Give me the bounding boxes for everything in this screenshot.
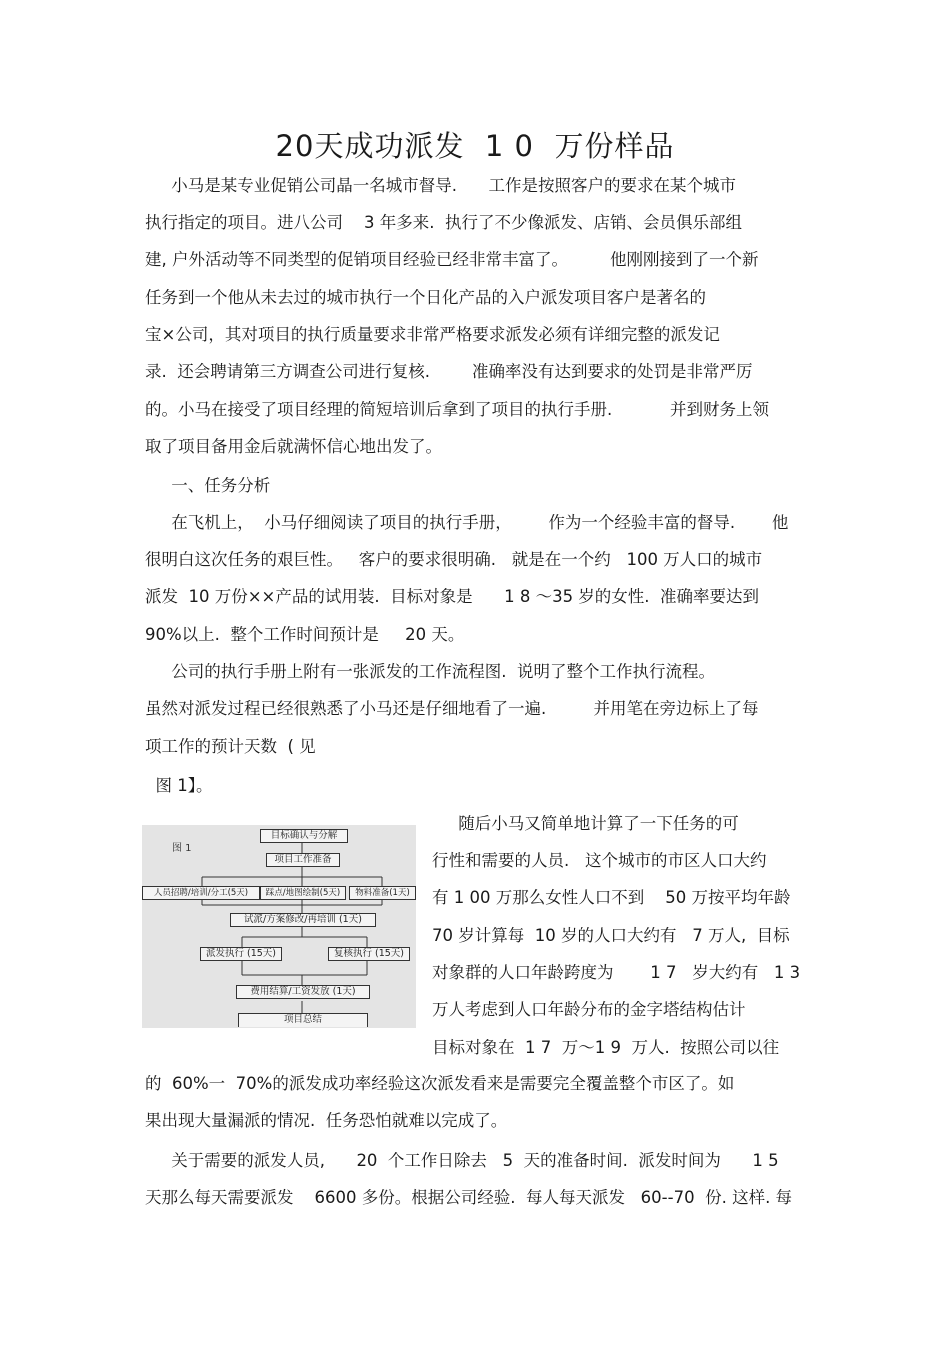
para3-line: 公司的执行手册上附有一张派发的工作流程图. 说明了整个工作执行流程。	[145, 662, 715, 681]
para4-line: 70 岁计算每 10 岁的人口大约有 7 万人, 目标	[432, 926, 790, 945]
flow-box: 项目总结	[238, 1013, 368, 1027]
para5-line: 天那么每天需要派发 6600 多份。根据公司经验. 每人每天派发 60--70 份. 这样. 每	[145, 1188, 793, 1207]
para1-line: 任务到一个他从未去过的城市执行一个日化产品的入户派发项目客户是著名的	[145, 288, 706, 307]
section-heading: 一、任务分析	[145, 476, 271, 495]
flow-box: 复核执行 (15天)	[328, 947, 410, 961]
para2-line: 90%以上. 整个工作时间预计是 20 天。	[145, 625, 465, 644]
para1-line: 取了项目备用金后就满怀信心地出发了。	[145, 437, 442, 456]
flow-box: 费用结算/工资发放 (1天)	[236, 985, 370, 999]
para1-line: 的。小马在接受了项目经理的简短培训后拿到了项目的执行手册. 并到财务上领	[145, 400, 769, 419]
para1-line: 录. 还会聘请第三方调查公司进行复核. 准确率没有达到要求的处罚是非常严厉	[145, 362, 753, 381]
flow-box: 踩点/地图绘制(5天)	[260, 886, 346, 900]
para2-line: 在飞机上， 小马仔细阅读了项目的执行手册， 作为一个经验丰富的督导. 他	[145, 513, 789, 532]
para4-line: 对象群的人口年龄跨度为 1 7 岁大约有 1 3	[432, 963, 801, 982]
flow-box: 派发执行 (15天)	[200, 947, 282, 961]
para4-line: 万人考虑到人口年龄分布的金字塔结构估计	[432, 1000, 746, 1019]
para4-line: 行性和需要的人员. 这个城市的市区人口大约	[432, 851, 767, 870]
para4-line: 目标对象在 1 7 万～1 9 万人. 按照公司以往	[432, 1038, 780, 1057]
para1-line: 建, 户外活动等不同类型的促销项目经验已经非常丰富了。 他刚刚接到了一个新	[145, 250, 759, 269]
para1-line: 宝×公司，其对项目的执行质量要求非常严格要求派发必须有详细完整的派发记	[145, 325, 720, 344]
para3-line: 项工作的预计天数 ( 见	[145, 737, 316, 756]
para3-line: 图 1】。	[145, 776, 213, 795]
para4-line: 的 60%一 70%的派发成功率经验这次派发看来是需要完全覆盖整个市区了。如	[145, 1074, 735, 1093]
flow-box: 人员招聘/培训/分工(5天)	[142, 886, 260, 900]
document-title: 20天成功派发 1 0 万份样品	[275, 129, 675, 163]
para1-line: 执行指定的项目。进八公司 3 年多来. 执行了不少像派发、店销、会员俱乐部组	[145, 213, 742, 232]
para4-line: 随后小马又简单地计算了一下任务的可	[432, 814, 739, 833]
para1-line: 小马是某专业促销公司晶一名城市督导. 工作是按照客户的要求在某个城市	[145, 176, 736, 195]
para2-line: 很明白这次任务的艰巨性。 客户的要求很明确. 就是在一个约 100 万人口的城市	[145, 550, 763, 569]
workflow-figure	[142, 825, 416, 1028]
flow-box: 物料准备(1天)	[349, 886, 416, 900]
para5-line: 关于需要的派发人员, 20 个工作日除去 5 天的准备时间. 派发时间为 1 5	[145, 1151, 779, 1170]
para3-line: 虽然对派发过程已经很熟悉了小马还是仔细地看了一遍. 并用笔在旁边标上了每	[145, 699, 759, 718]
flow-box: 试派/方案修改/再培训 (1天)	[230, 913, 376, 927]
para2-line: 派发 10 万份××产品的试用装. 目标对象是 1 8 ～35 岁的女性. 准确率要达到	[145, 587, 760, 606]
figure-label: 图 1	[172, 843, 192, 854]
flow-box: 目标确认与分解	[260, 829, 348, 843]
flow-box: 项目工作准备	[266, 853, 340, 867]
para4-line: 果出现大量漏派的情况. 任务恐怕就难以完成了。	[145, 1111, 508, 1130]
para4-line: 有 1 00 万那么女性人口不到 50 万按平均年龄	[432, 888, 791, 907]
